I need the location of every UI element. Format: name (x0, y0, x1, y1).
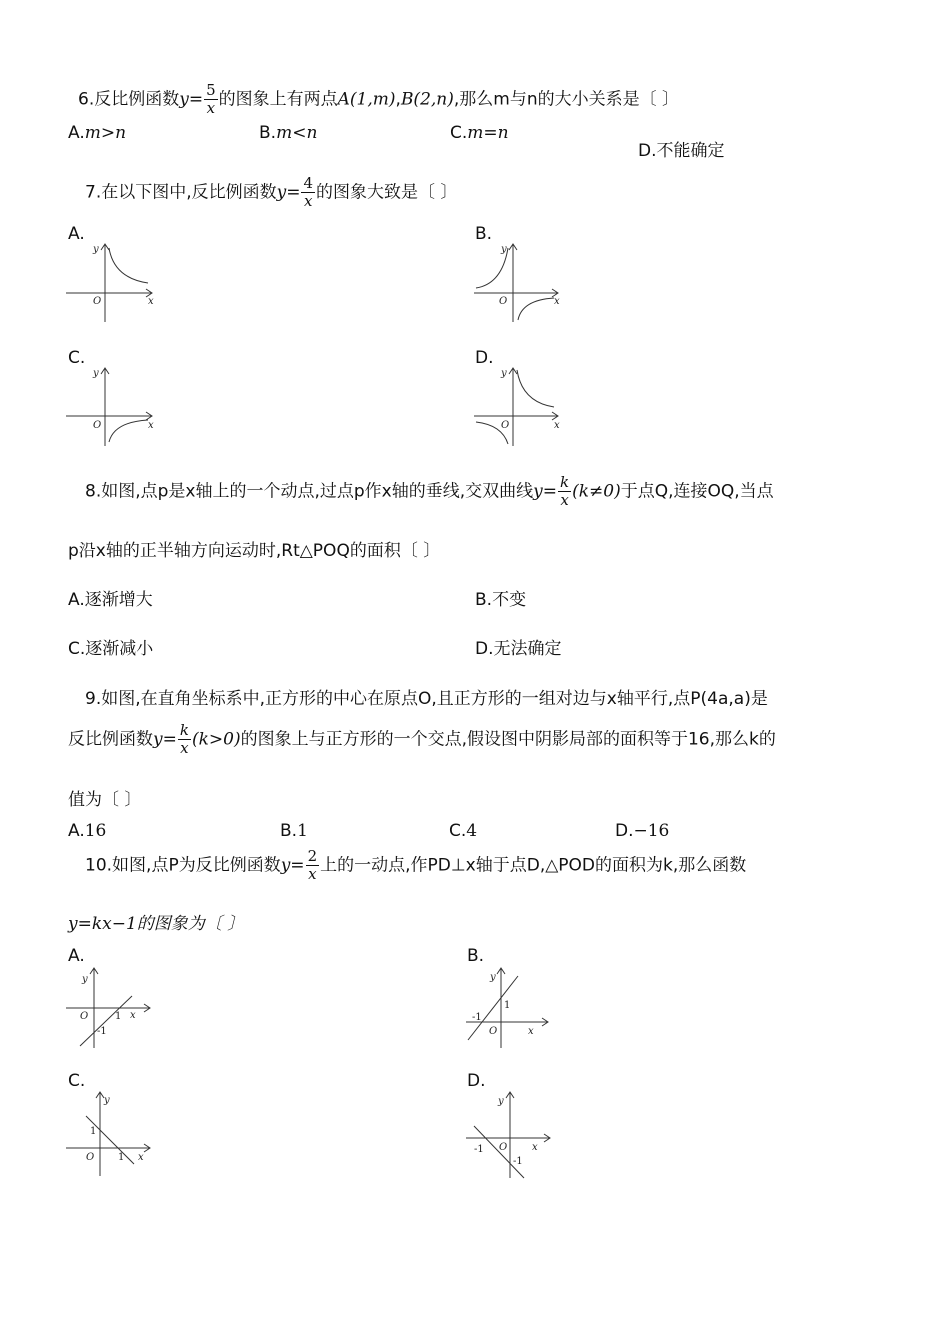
svg-text:O: O (93, 296, 102, 307)
q8-option-c[interactable]: C.逐渐减小 (68, 639, 154, 659)
svg-text:O: O (86, 1152, 95, 1163)
svg-text:y: y (93, 368, 99, 379)
svg-text:O: O (93, 420, 102, 431)
q9-stem-line1: 9.如图,在直角坐标系中,正方形的中心在原点O,且正方形的一组对边与x轴平行,点P(4a,a)是 (85, 689, 768, 709)
q7-graph-b (470, 238, 570, 324)
svg-text:y: y (498, 1096, 504, 1107)
q10-graph-b (462, 962, 562, 1050)
q10-graph-d (462, 1086, 562, 1180)
svg-text:-1: -1 (513, 1156, 523, 1167)
q10-option-d-label[interactable]: D. (467, 1071, 486, 1091)
q10-stem-line1: 10.如图,点P为反比例函数y= $\frac{2}{x}$ 上的一动点,作PD⊥x轴于点D,△POD的面积为k,那么函数 (85, 847, 747, 883)
svg-text:y: y (501, 244, 507, 255)
svg-text:y: y (82, 974, 88, 985)
q9-option-c[interactable]: C.4 (449, 821, 478, 841)
q10-stem-line2: y=kx−1的图象为〔 〕 (68, 914, 245, 934)
svg-text:y: y (93, 244, 99, 255)
q7-option-a-label[interactable]: A. (68, 224, 85, 244)
svg-text:x: x (148, 296, 154, 307)
q10-graph-a (62, 962, 162, 1050)
q10-option-a-label[interactable]: A. (68, 946, 85, 966)
q8-option-b[interactable]: B.不变 (475, 590, 527, 610)
q8-stem-line1: 8.如图,点p是x轴上的一个动点,过点p作x轴的垂线,交双曲线y= $\frac{k}{x}$ (k≠0)于点Q,连接OQ,当点 (85, 473, 774, 509)
svg-text:x: x (138, 1152, 144, 1163)
q8-fraction: $\frac{k}{x}$ (560, 473, 570, 509)
svg-text:x: x (532, 1142, 538, 1153)
q9-option-d[interactable]: D.−16 (615, 821, 670, 841)
svg-text:x: x (148, 420, 154, 431)
svg-text:-1: -1 (97, 1026, 107, 1037)
svg-text:O: O (501, 420, 510, 431)
svg-text:y: y (501, 368, 507, 379)
q8-option-d[interactable]: D.无法确定 (475, 639, 562, 659)
q7-option-d-label[interactable]: D. (475, 348, 494, 368)
q7-graph-c (62, 362, 162, 448)
q9-option-a[interactable]: A.16 (68, 821, 107, 841)
svg-text:O: O (80, 1011, 89, 1022)
svg-text:y: y (104, 1095, 110, 1106)
q10-option-c-label[interactable]: C. (68, 1071, 86, 1091)
svg-text:x: x (554, 296, 560, 307)
q9-option-b[interactable]: B.1 (280, 821, 308, 841)
q9-stem-line3: 值为〔 〕 (68, 790, 142, 810)
q10-option-b-label[interactable]: B. (467, 946, 485, 966)
svg-text:y: y (490, 972, 496, 983)
q7-fraction: $\frac{4}{x}$ (303, 174, 314, 210)
svg-text:O: O (499, 296, 508, 307)
q6-option-a[interactable]: A.m>n (68, 123, 127, 143)
q6-stem: 6.反比例函数y= $\frac{5}{x}$ 的图象上有两点A(1,m),B(2,n),那么m与n的大小关系是〔 〕 (78, 81, 680, 117)
q7-graph-d (470, 362, 570, 448)
svg-text:-1: -1 (474, 1144, 484, 1155)
q9-stem-line2: 反比例函数y= $\frac{k}{x}$ (k>0)的图象上与正方形的一个交点,假设图中阴影局部的面积等于16,那么k的 (68, 721, 776, 757)
q6-fraction: $\frac{5}{x}$ (206, 81, 216, 117)
svg-text:-1: -1 (472, 1012, 482, 1023)
svg-text:1: 1 (90, 1126, 97, 1137)
q6-option-c[interactable]: C.m=n (450, 123, 509, 143)
svg-text:1: 1 (115, 1011, 122, 1022)
q7-graph-a (62, 238, 162, 324)
svg-text:x: x (528, 1026, 534, 1037)
svg-text:O: O (489, 1026, 498, 1037)
q7-option-b-label[interactable]: B. (475, 224, 493, 244)
svg-text:O: O (499, 1142, 508, 1153)
q8-stem-line2: p沿x轴的正半轴方向运动时,Rt△POQ的面积〔 〕 (68, 541, 441, 561)
svg-text:1: 1 (118, 1152, 125, 1163)
q9-fraction: $\frac{k}{x}$ (179, 721, 189, 757)
q10-fraction: $\frac{2}{x}$ (307, 847, 318, 883)
q7-stem: 7.在以下图中,反比例函数y= $\frac{4}{x}$ 的图象大致是〔 〕 (85, 174, 458, 210)
q7-option-c-label[interactable]: C. (68, 348, 86, 368)
svg-text:x: x (554, 420, 560, 431)
q8-option-a[interactable]: A.逐渐增大 (68, 590, 153, 610)
svg-text:x: x (130, 1010, 136, 1021)
q6-option-d[interactable]: D.不能确定 (638, 141, 725, 161)
q6-option-b[interactable]: B.m<n (259, 123, 318, 143)
q10-graph-c (62, 1086, 162, 1180)
svg-text:1: 1 (504, 1000, 511, 1011)
